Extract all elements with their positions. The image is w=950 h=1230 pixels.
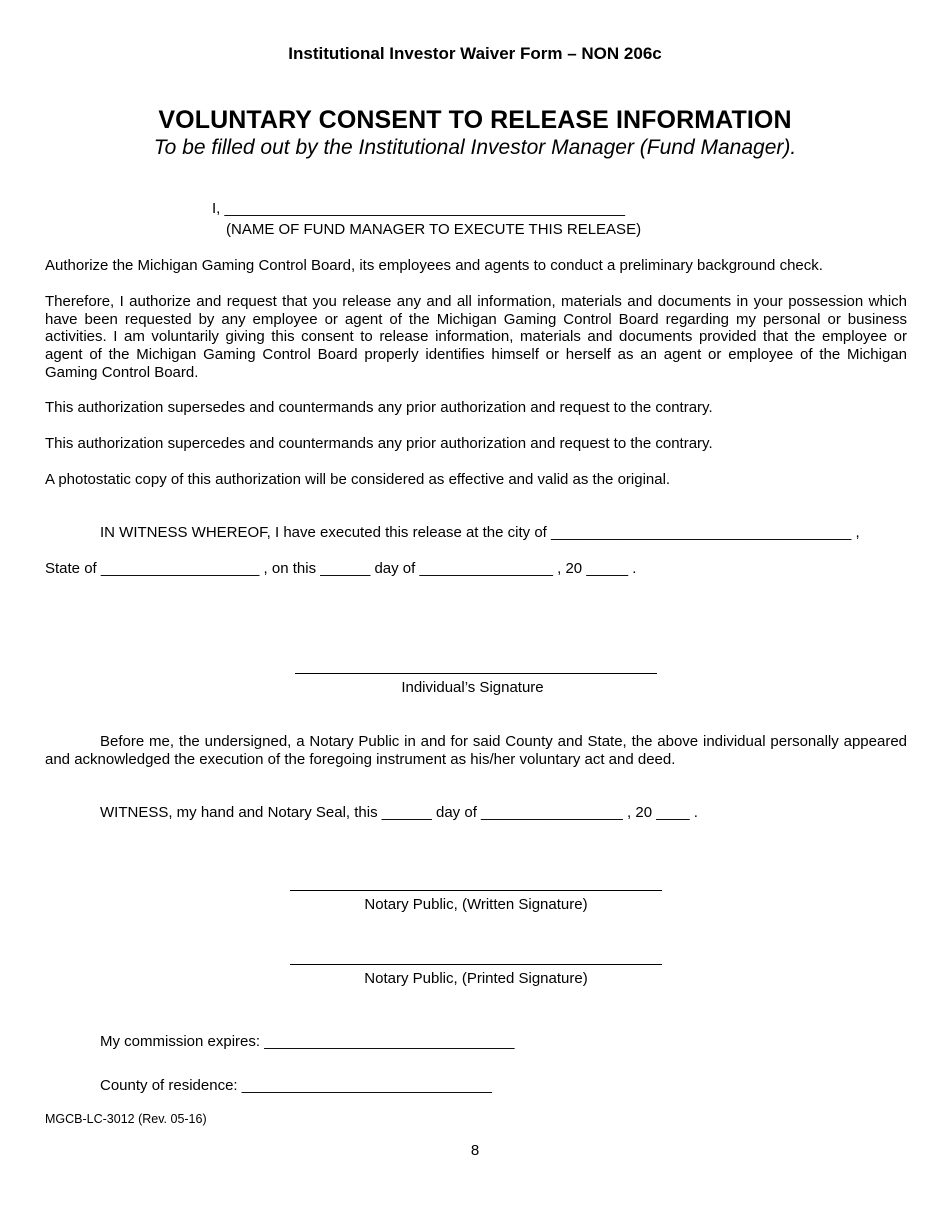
witness-city-line[interactable]: IN WITNESS WHEREOF, I have executed this release at the city of ____________________________________ , (100, 524, 860, 541)
page-number: 8 (470, 1142, 480, 1159)
document-subtitle: To be filled out by the Institutional Investor Manager (Fund Manager). (153, 136, 797, 159)
notary-printed-signature-label: Notary Public, (Printed Signature) (364, 970, 588, 987)
form-header: Institutional Investor Waiver Form – NON 206c (288, 44, 662, 63)
notary-printed-signature-line[interactable] (290, 964, 662, 965)
fund-manager-name-caption: (NAME OF FUND MANAGER TO EXECUTE THIS RELEASE) (226, 221, 642, 238)
document-title: VOLUNTARY CONSENT TO RELEASE INFORMATION (158, 106, 792, 134)
individual-signature-label: Individual’s Signature (401, 679, 544, 696)
authorization-paragraph: Authorize the Michigan Gaming Control Board, its employees and agents to conduct a preliminary background check. (45, 257, 823, 274)
photostatic-copy-paragraph: A photostatic copy of this authorization will be considered as effective and valid as the original. (45, 471, 671, 488)
notary-written-signature-label: Notary Public, (Written Signature) (364, 896, 588, 913)
fund-manager-name-field[interactable]: I, ________________________________________________ (212, 200, 625, 217)
notary-statement: Before me, the undersigned, a Notary Public in and for said County and State, the above individual personally appeared and acknowledged the execution of the foregoing instrument as his/her voluntary act and deed. (45, 733, 907, 768)
county-of-residence-field[interactable]: County of residence: ______________________________ (100, 1077, 493, 1094)
witness-state-date-line[interactable]: State of ___________________ , on this ______ day of ________________ , 20 _____ . (45, 560, 637, 577)
commission-expires-field[interactable]: My commission expires: ______________________________ (100, 1033, 515, 1050)
supersedes-paragraph: This authorization supersedes and countermands any prior authorization and request to the contrary. (45, 399, 713, 416)
release-request-paragraph: Therefore, I authorize and request that you release any and all information, materials and documents in your possession which have been requested by any employee or agent of the Michigan Gaming Control Board regarding my personal or business activities. I am voluntarily giving this consent to release information, materials and documents provided that the employee or agent of the Michigan Gaming Control Board properly identifies himself or herself as an agent or employee of the Michigan Gaming Control Board. (45, 293, 907, 381)
notary-witness-line[interactable]: WITNESS, my hand and Notary Seal, this ______ day of _________________ , 20 ____ . (100, 804, 698, 821)
supercedes-paragraph: This authorization supercedes and countermands any prior authorization and request to the contrary. (45, 435, 713, 452)
individual-signature-line[interactable] (295, 673, 657, 674)
form-number: MGCB-LC-3012 (Rev. 05-16) (45, 1112, 207, 1126)
notary-written-signature-line[interactable] (290, 890, 662, 891)
